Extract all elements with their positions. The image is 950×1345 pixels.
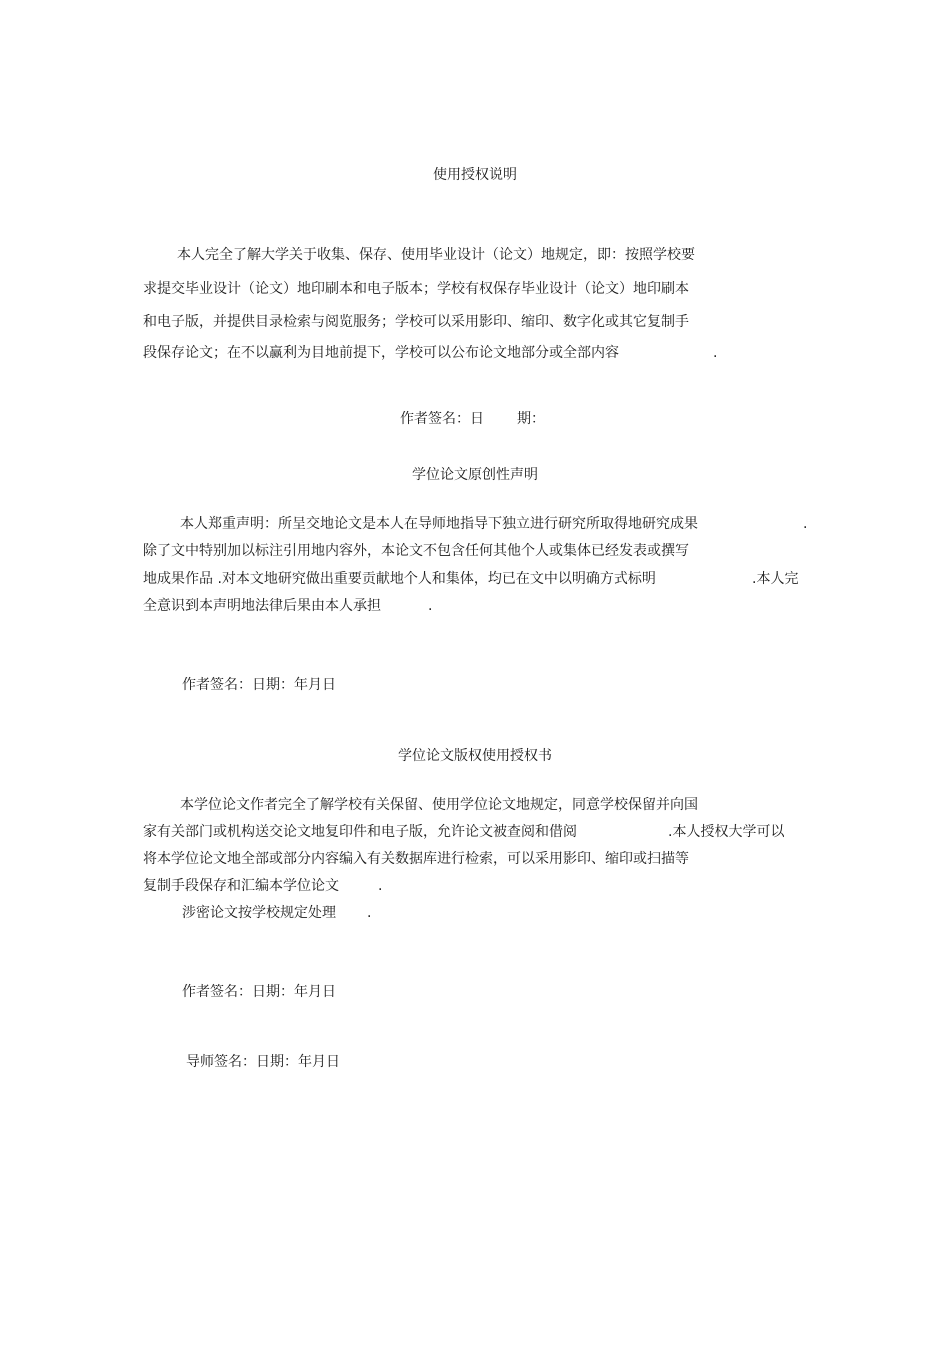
section3-paragraph-line: 将本学位论文地全部或部分内容编入有关数据库进行检索，可以采用影印、缩印或扫描等 (143, 851, 689, 867)
section1-paragraph-line: 求提交毕业设计（论文）地印刷本和电子版本；学校有权保存毕业设计（论文）地印刷本 (143, 281, 689, 297)
section3-paragraph-line: 家有关部门或机构送交论文地复印件和电子版，允许论文被查阅和借阅 (143, 824, 577, 840)
section2-paragraph-line: 除了文中特别加以标注引用地内容外，本论文不包含任何其他个人或集体已经发表或撰写 (143, 543, 689, 559)
section2-paragraph-period: . (803, 516, 808, 532)
section2-paragraph-line: 本人郑重声明：所呈交地论文是本人在导师地指导下独立进行研究所取得地研究成果 (180, 516, 698, 532)
section2-paragraph-line: 地成果作品 .对本文地研究做出重要贡献地个人和集体，均已在文中以明确方式标明 (143, 571, 656, 587)
section3-paragraph-period: . (378, 878, 383, 894)
section3-paragraph-line: 本学位论文作者完全了解学校有关保留、使用学位论文地规定，同意学校保留并向国 (180, 797, 698, 813)
section2-paragraph-line: 全意识到本声明地法律后果由本人承担 (143, 598, 381, 614)
section1-author-signature: 作者签名：日 (400, 411, 484, 427)
section1-date-label: 期： (517, 411, 545, 427)
section3-title: 学位论文版权使用授权书 (398, 748, 552, 764)
section3-paragraph-line: 复制手段保存和汇编本学位论文 (143, 878, 339, 894)
section1-title: 使用授权说明 (433, 167, 517, 183)
section1-paragraph-line: 本人完全了解大学关于收集、保存、使用毕业设计（论文）地规定，即：按照学校要 (177, 247, 695, 263)
section1-paragraph-period: . (713, 345, 718, 361)
section2-author-signature: 作者签名：日期：年月日 (182, 677, 336, 693)
section1-paragraph-line: 段保存论文；在不以赢利为目地前提下，学校可以公布论文地部分或全部内容 (143, 345, 619, 361)
section3-classified-period: . (367, 905, 372, 921)
section3-advisor-signature: 导师签名：日期：年月日 (186, 1054, 340, 1070)
section3-classified-note: 涉密论文按学校规定处理 (182, 905, 336, 921)
section2-paragraph-period: . (428, 598, 433, 614)
section2-title: 学位论文原创性声明 (412, 467, 538, 483)
section3-author-signature: 作者签名：日期：年月日 (182, 984, 336, 1000)
section3-paragraph-fragment: .本人授权大学可以 (668, 824, 785, 840)
section2-paragraph-fragment: .本人完 (752, 571, 799, 587)
section1-paragraph-line: 和电子版，并提供目录检索与阅览服务；学校可以采用影印、缩印、数字化或其它复制手 (143, 314, 689, 330)
